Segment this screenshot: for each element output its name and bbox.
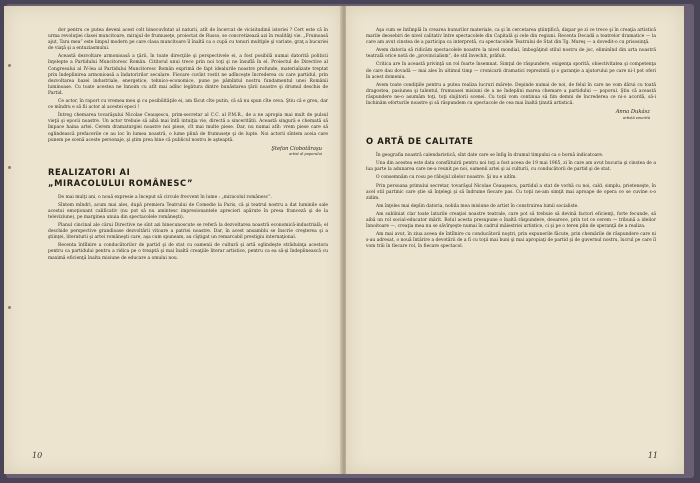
signature-block <box>48 146 322 157</box>
author-name: Anna Dukász <box>615 109 650 116</box>
paragraph: De mai mulţi ani, o nouă expresie a început să circule frecvent în lume : „miracolul românesc”. <box>58 194 272 200</box>
paragraph: Întreg chemarea tovarăşului Nicolae Ceauşescu, prim-secretar al C.C. al P.M.R., de a ne apropia mai mult de pulsul vieţii şi epocii noastre. Un actor trebuie să aibă mai întîi intuiţia vie, directă a sinceritătii. Această singură e chemată să împace haina artei. Cerem dramaturgiei noastre noi piese, cît mai multe piese. Dar, nu numai atît: vrem piese care să oglindească prefacerile ce au loc în lumea noastră, o lume plină de frumuseţe şi de lupte. Noi actorii sîntem aceia care punem pe scenă aceste personaje, şi ştim prea bine că publicul nostru le aşteaptă. <box>48 113 328 143</box>
paragraph: Planul cincinal ale cărui Directive ne sînt azi binecunoscute se referă la dezvoltarea noastră economică-industrială; el deschide perspective grandioase dezvoltării vitoare a patriei noastre. Dar, în acest ansamblu se înscrie creşterea şi a ştiinţei, literaturii şi artei româneşti care, aşa cum spuneam, au cîştigat un remarcabil prestigiu internaţional. <box>48 223 328 241</box>
binding-hole <box>8 166 11 169</box>
right-page <box>346 6 684 474</box>
paragraph: Avem toate condiţiile pentru a putea realiza lucruri mărețe. Depinde numai de noi, de felul în care ne vom dărui cu toată dragostea, pasiunea şi talentul, frumoasei misiuni de a ne îndeplini marea chemare a partidului — poporul. Ştiu că această răspundere ne-o asumăm toţi, toţi slujitorii scenei. Cu toţii vom continua să fim demni de încrederea ce ni-o acordă, să-i închinăm eforturile noastre şi să răspundem cu spectacole de cea mai înaltă ţinută artistică. <box>366 82 656 107</box>
left-column <box>48 28 328 264</box>
paragraph: Aşa cum se întîmplă în crearea bunurilor materiale, ca şi în cercetarea ştiinţifică, dispar pe zi ce trece şi în creaţia artistică marile deosebiri de nivel calitativ între spectacolele din Capitală şi cele din regiuni. Recenta Decadă a teatrelor dramatice — la care am avut cinstea de a participa ca interpretă, cu spectacolele Teatrului de Stat din Tg. Mureş — a dovedit-o cu prisosinţă. <box>366 28 656 46</box>
paragraph: Una din acestea este data consfătuirii pentru noi toţi a fost aceea de 19 mai 1965, zi în care am avut bucuria şi cinstea de a lua parte la adunarea care ne-a reunit pe noi, oamenii artei şi ai culturii, cu conducătorii de partid şi de stat. <box>366 161 656 173</box>
author-role: artistă emerită <box>622 115 650 120</box>
right-column <box>366 28 656 252</box>
paragraph: Critica are în această privinţă un rol foarte însemnat. Simţul de răspundere, exigenţa sporită, obiectivitatea şi competenţa de care dau dovadă — mai ales în ultimul timp — cronicarii dramatici reprezintă şi o garanţie a ajutorului pe care ni-l pot oferi în acest domeniu. <box>366 62 656 80</box>
section-heading: REALIZATORI AI „MIRACOLULUI ROMÂNESC” <box>48 166 194 188</box>
page-number: 10 <box>32 451 43 460</box>
paragraph: Recenta întîlnire a conducătorilor de partid şi de stat cu oamenii de cultură şi artă oglindeşte străduinţa acestora pentru ca partidului pentru a ridica pe o treaptă şi mai înaltă creaţiile literar artistice, pentru ca ea să-şi îndeplinească cu maximă eficienţă înalta misiune de educare a omului nou. <box>48 243 328 261</box>
paragraph: În geografia noastră calendaristică, sînt date care se înfig în drumul timpului ca o bornă indicatoare. <box>376 153 604 159</box>
binding-hole <box>8 64 11 67</box>
paragraph: Această dezvoltare armonioasă a ţării, în toate direcţiile şi perspectivele ei, a fost posibilă numai datorită politicii înţelepte a Partidului Muncitoresc Român. Cititorul unui trece prin noi toţi şi ne însuflă în el. Proiectul de Directive al Congresului al IV-lea al Partidului Muncitoresc Român exprimă de fapt idealurile noastre profunde, materializate treptat prin îndeplinirea armonioasă a îndatoririlor seculare. Fiecare cuvînt rostit ne adînceşte încrederea cu care partidul, prin dezvoltarea bazei industriale, energetice, tehnico-economice, pune pe pămîntul nostru fundamentul unei Românii luminoase. Cu toate acestea ne înnoim cu atît mai adînc legătura dintre bunăstarea ţării noastre şi drumul deschis de Partid. <box>48 54 328 96</box>
paragraph: Am subliniat clar toate laturile creaţiei noastre teatrale, care pot să trebuie să devină factori eficienţi, forte fecunde, să aibă un rol social-educator mărit. Rolul acesta presupune o înaltă răspundere, deoarece, prin tot ce cerem — tribună a ideilor înnoitoare —, creaţia mea nu se săvîrşeşte numai în cadrul măiestriei artistice, ci şi pe o teren plin de speranţă de a realiza. <box>366 211 656 230</box>
binding-hole <box>8 306 11 309</box>
section-heading: O ARTĂ DE CALITATE <box>366 136 474 147</box>
paragraph: Am înţeles mai deplin datoria, nobila mea misiune de artist în construirea lumii socialiste. <box>376 203 579 209</box>
paragraph: Ce actor, în raport cu vremea meu şi cu posibilităţile ei, am făcut cîte putin, că să nu spun cîte ceva. Ştiu că e greu, dar ce mîndru e să fii actor al acestei epoci ! <box>48 99 328 111</box>
left-page <box>4 6 342 474</box>
signature-block <box>366 109 650 120</box>
paragraph: dor pentru ce putea deveni acest colt binecuvîntat al naturii, atît de încercat de vicisitudinii istoriei ? Cert este că în urma revoluţiei clasei muncitoare, mirajul de frumuseţe, proiectat de Russo, se concretizează azi în realităţi vie. „Frumoasă ajut, Tara mea” este limpul modern pe care clasa muncitoare îl înaltă ca o cupă cu tonuri multiple şi variate, graţ a bucuriei de viaţă şi a entuziasmului. <box>48 28 328 52</box>
paragraph: Prin persoana primului secretar, tovarăşul Nicolae Ceauşescu, partidul a stat de vorbă cu noi, cald, simplu, prieteneşte, în acel stil partinic care ştie să înţelegi şi să îndrume fiecare pas. Cu toţii ne-am simţit mai aproape de opera ce se cuvine s-o zidim. <box>366 183 656 201</box>
author-name: Ştefan Ciobotăraşu <box>271 145 322 152</box>
paragraph: O consemnăm cu rosu pe răbojul zilelor noastre. Şi nu e uitîm. <box>376 175 517 181</box>
paragraph: Sîntem mîndri, acum mai ales, după premiera Teatrului de Comedie la Paris, că şi teatrul nostru a dat luminile sale acestui emoţionant calificativ (nu pot să nu amintesc impresionantele aprecieri apărute în presa franceză şi de la televiziune), pe marginea unuia din spectacolele româneşti). <box>48 202 328 220</box>
author-role: artist al poporului <box>289 152 322 157</box>
page-number: 11 <box>647 451 658 460</box>
paragraph: Avem datoria să ridicăm spectacolele noastre la nivel mondial, îmbogăţind stilul nostru de joc, eliminînd din arta noastră teatrală orice notă de „provincialism”, de stil învechit, prăfuit. <box>366 48 656 60</box>
paragraph: Am mai avut, în ziua aceea de întîlnire cu conducătorii noştri, prin expunerile făcute, prin chemările de răspundere care ni s-au adresat, o nouă întărire a devotării de a fi cu toţii mai buni şi mai apropiaţi de partid şi de guvernul nostru, lucrul pe care îl vom trăi în fiecare rol, în fiecare spectacol. <box>366 232 656 250</box>
